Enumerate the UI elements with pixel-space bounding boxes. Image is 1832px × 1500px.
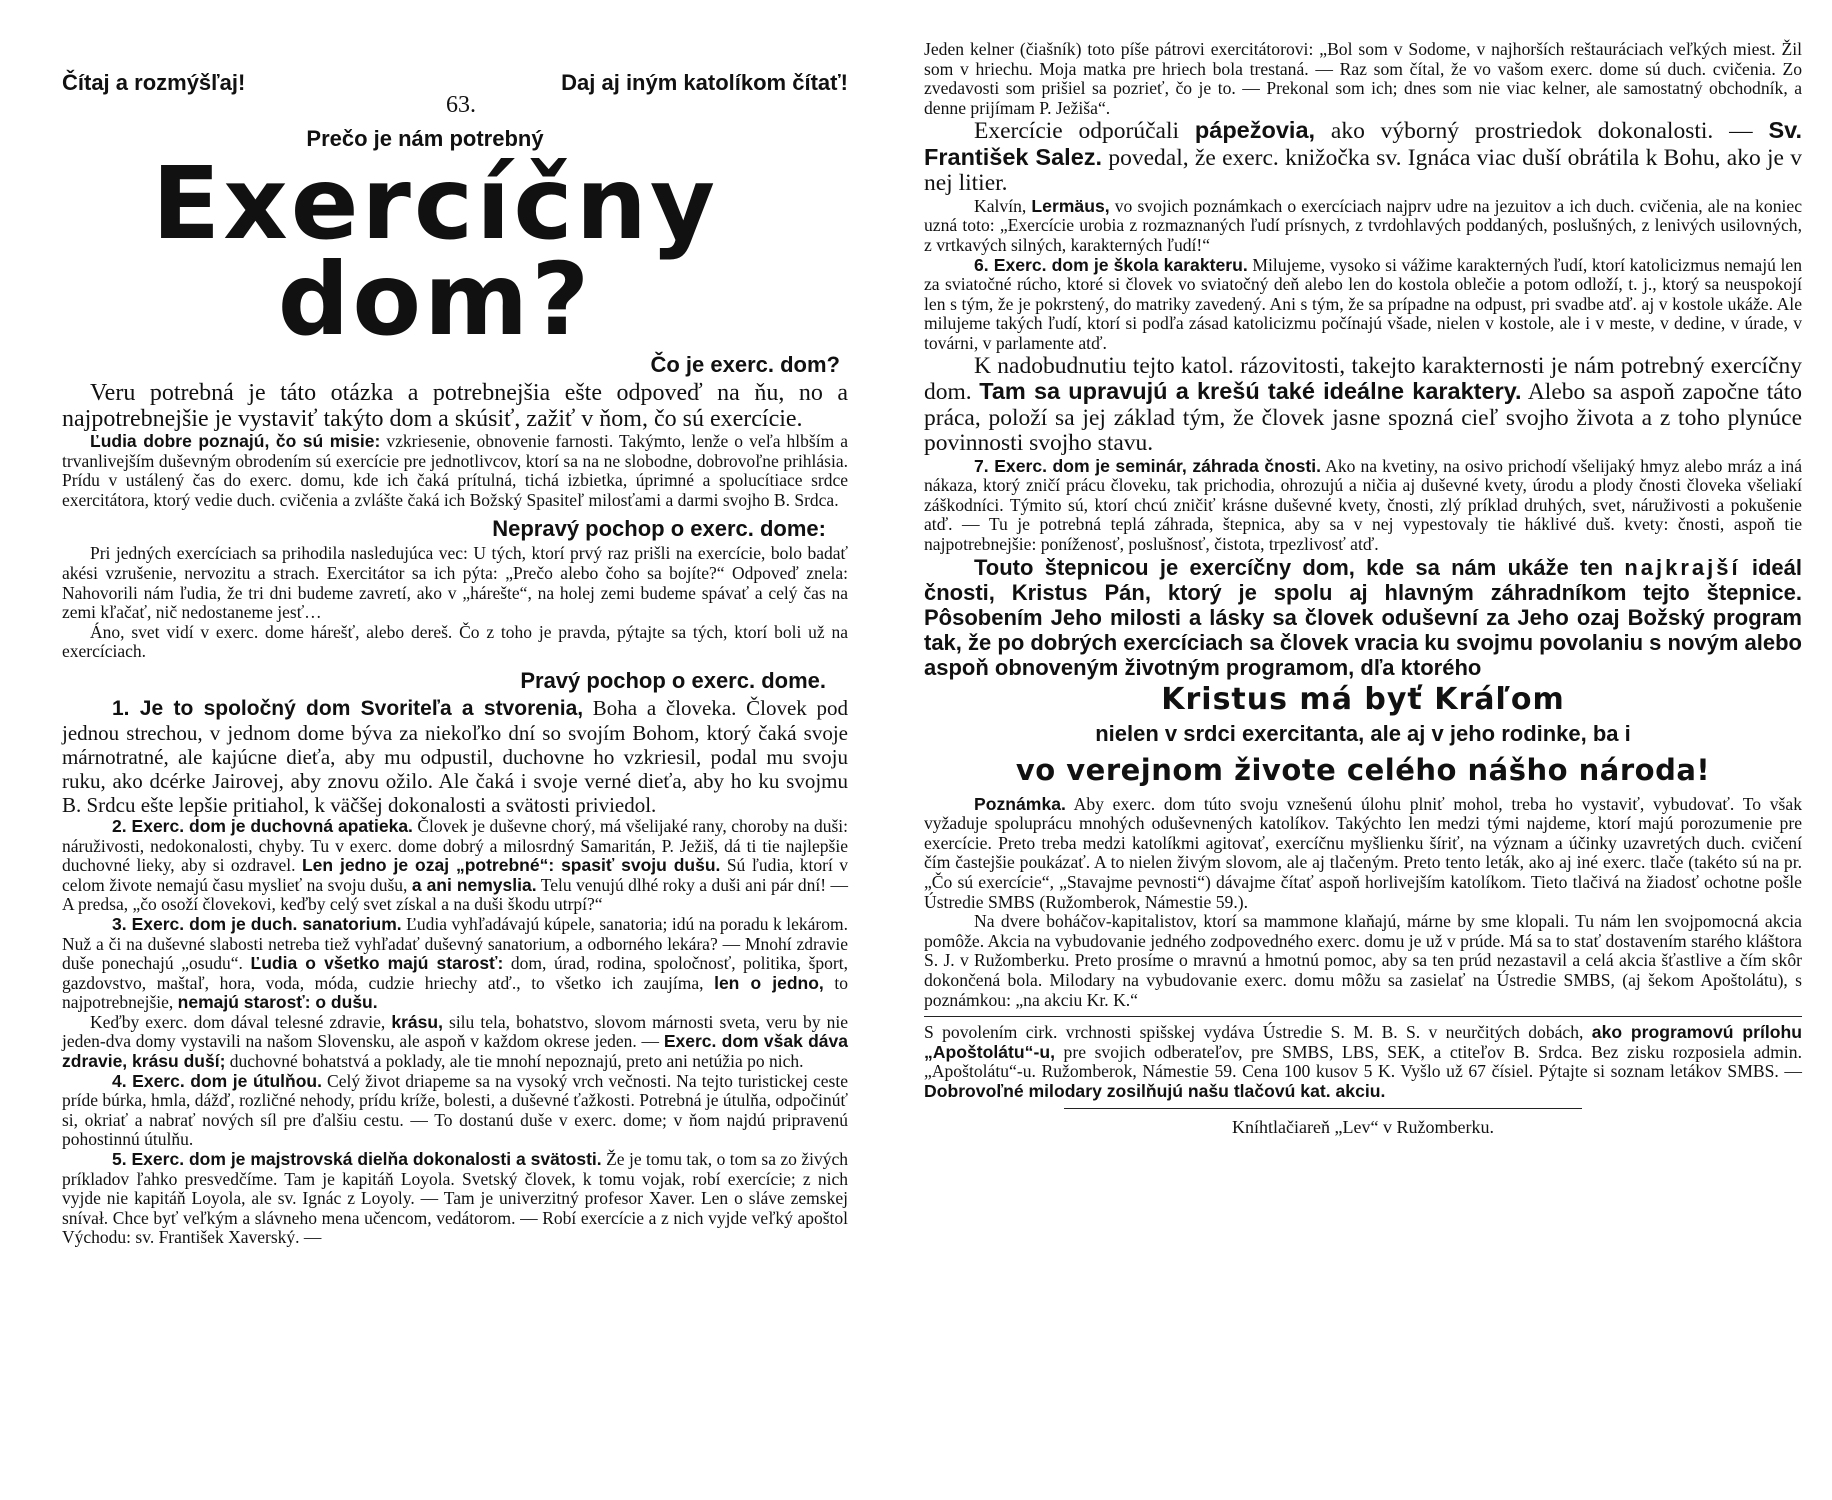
left-column (62, 62, 848, 1248)
nursery-paragraph: Touto štepnicou je exercíčny dom, kde sa nám ukáže ten najkrajší ideál čnosti, Kristus Pán, ktorý je spolu aj hlavným záhradníkom tejto štepnice. Pôsobením Jeho milosti a lásky sa človek oduševní za Jeho ozaj Božský program tak, že po dobrých exercíciach sa človek vracia ku svojmu povolaniu s novým alebo aspoň obnoveným životným programom, dľa ktorého (924, 554, 1803, 680)
misie-paragraph: Ľudia dobre poznajú, čo sú misie: vzkriesenie, obnovenie farnosti. Takýmto, lenže o veľa hlbším a trvanlivejším duševným obrodením sú exercície pre jednotlivcov, ktorí sa na ne slobodne, dobrovoľne prihlásia. Prídu v ustálený čas do exerc. domu, kde ich čaká prítulná, tichá izbietka, úprimné a spolucítiace srdce exercitátora, ktorý vedie duch. cvičenia a zvlášte čaká ich Božský Spasiteľ milosťami a darmi svojho B. Srdca. (62, 431, 848, 510)
heading-right-view: Pravý pochop o exerc. dome. (520, 667, 826, 693)
heading-wrong-view: Nepravý pochop o exerc. dome: (492, 516, 826, 542)
calvin-paragraph: Kalvín, Lermäus, vo svojich poznámkach o exercíciach najprv udre na jezuitov a ich duch. cvičenia, ale na koniec uzná toto: „Exercície urobia z rozmaznaných ľudí prísnych, z tvrdohlavých poddaných, poslušných, z lenivých usilovných, z vrtkavých silných, karakterných ľudí!“ (924, 195, 1802, 256)
note-paragraph: Poznámka. Aby exerc. dom túto svoju vznešenú úlohu plniť mohol, treba ho vystaviť, vybudovať. To však vyžaduje spoluprácu mnohých oduševnených katolíkov. Takýchto len medzi tými najdeme, ktorí majú porozumenie pre exercície. Preto treba medzi katolíkmi agitovať, exercíčnu myšlienku šíriť, na význam a účinky uzavretých duch. cvičení čím častejšie poukázať. A to nielen živým slovom, ale aj tlačeným. Preto tento leták, ako aj iné exerc. tlače (takéto sú na pr. „Čo sú exercície“, „Stavajme pevnosti“) dávajme čítať aspoň horlivejším katolíkom. Tieto tlačivá na žiadosť ochotne pošle Ústredie SMBS (Ružomberok, Námestie 59.). (924, 793, 1802, 912)
divider-short (1064, 1108, 1582, 1109)
public-life-headline: vo verejnom živote celého nášho národa! (1015, 752, 1711, 787)
right-page (916, 0, 1832, 1500)
point-2: 2. Exerc. dom je duchovná apatieka. Človek je duševne chorý, má všelijaké rany, choroby na duši: náruživosti, nedokonalosti, chyby. Tu v exerc. dome dobrý a milosrdný Samaritán, P. Ježiš, dá ti tie najlepšie duchovné lieky, aby si ozdravel. Len jedno je ozaj „potrebné“: spasiť svoju dušu. Sú ľudia, ktorí v celom živote nemajú času myslieť na svoju dušu, a ani nemyslia. Telu venujú dlhé roky a duši ani pár dní! — A predsa, „čo osoží človekovi, keďby celý svet získal a na duši škodu utrpí?“ (62, 815, 848, 915)
right-column (924, 40, 1802, 1138)
yes-paragraph: Áno, svet vidí v exerc. dome hárešť, alebo dereš. Čo z toho je pravda, pýtajte sa tých, ktorí boli už na exercíciach. (62, 621, 848, 662)
kristus-headline: Kristus má byť Kráľom (1161, 681, 1565, 717)
not-only-line: nielen v srdci exercitanta, ale aj v jeho rodinke, ba i (1095, 720, 1631, 746)
issue-number: 63. (446, 92, 476, 118)
point-4: 4. Exerc. dom je útulňou. Celý život driapeme sa na vysoký vrch večnosti. Na tejto turistickej ceste príde búrka, hmla, dážď, rozličné nehody, prídu kríže, bolesti, a duševné ťažkosti. Potrebná je útulňa, odpočinúť si, okriať a nabrať nových síl pre ďalšiu cestu. — To dostanú duše v exerc. dome; v ňom najdú pripravenú pohostinnú útulňu. (62, 1070, 848, 1150)
point-3-continued: Keďby exerc. dom dával telesné zdravie, krásu, silu tela, bohatstvo, slovom márnosti sveta, veru by nie jeden-dva domy vystavili na našom Slovensku, ale aspoň v každom okrese jeden. — Exerc. dom však dáva zdravie, krásu duší; duchovné bohatstvá a poklady, ale tie mnohí nepoznajú, preto ani netúžia po nich. (62, 1011, 849, 1072)
point-1: 1. Je to spoločný dom Svoriteľa a stvorenia, Boha a človeka. Človek pod jednou strechou, v jednom dome býva za niekoľko dní so svojím Bohom, ktorý čaká svoje márnotratné, ale kajúcne dieťa, aby mu odpustil, duchovne ho vzkriesil, podal mu svoju ruku, ako dcérke Jairovej, aby znovu ožilo. Ale čaká i svoje verné dieťa, aby ho ku svojmu B. Srdcu ešte lepšie pritiahol, k väčšej dokonalosti a svätosti priviedol. (62, 695, 848, 817)
point-5: 5. Exerc. dom je majstrovská dielňa dokonalosti a svätosti. Že je tomu tak, o tom sa zo živých príkladov ľahko presvedčíme. Tam je kapitáň Loyola. Svetský človek, k tomu vojak, robí exercície; z nich vyjde nie kapitáň Loyola, ale sv. Ignác z Loyoly. — Tam je univerzitný profesor Xaver. Len o sláve zemskej snívał. Chce byť veľkým a slávneho mena učencom, vedátorom. — Robí exercície a z nich vyjde veľký apoštol Východu: sv. František Xaverský. — (62, 1149, 849, 1248)
slogan-read-think: Čítaj a rozmýšľaj! (62, 70, 246, 95)
top-slogans (62, 62, 848, 98)
wrong-view-paragraph: Pri jedných exercíciach sa prihodila nasledujúca vec: U tých, ktorí prvý raz prišli na exercície, bolo badať akési vzrušenie, nervozitu a strach. Exercitátor sa ich pýta: „Prečo alebo čoho sa bojíte?“ Odpoveď znela: Nahovorili nám ľudia, že tri dni budeme zavretí, ako v „háreštе“, na holej zemi budeme spávať a celý čas na zemi kľačať, nič nedostaneme jesť… (62, 543, 848, 623)
donation-paragraph: Na dvere boháčov-kapitalistov, ktorí sa mammone klaňajú, márne by sme klopali. Tu nám len svojpomocná akcia pomôže. Akcia na vybudovanie jedného zodpovedného exerc. domu je už v prúde. Má sa to stať dostavením starého kláštora S. J. v Ružomberku. Preto prosíme o mravnú a hmotnú pomoc, aby sa ten prúd nezastavil a celá akcia šťastlive a čím skôr dokončená bola. Milodary na vybudovanie exerc. domu môžu sa zasielať na Ústredie SMBS, (aj šekom Apoštolátu), s poznámkou: „na akciu Kr. K.“ (924, 911, 1802, 1010)
character-paragraph: K nadobudnutiu tejto katol. rázovitosti, takejto karakternosti je nám potrebný exercíčny dom. Tam sa upravujú a krešú také ideálne karaktery. Alebo sa aspoň započne táto práca, položí sa jej základ tým, že človek jasne spozná cieľ svojho života a z toho plynúce povinnosti svojho stavu. (924, 352, 1803, 457)
popes-paragraph: Exercície odporúčali pápežovia, ako výborný prostriedok dokonalosti. — Sv. František Salez. povedal, že exerc. knižočka sv. Ignáca viac duší obrátila k Bohu, ako je v nej litier. (924, 117, 1803, 197)
point-6: 6. Exerc. dom je škola karakteru. Milujeme, vysoko si vážime karakterných ľudí, ktorí katolicizmus nemajú len za sviatočné rúcho, ktoré si človek vo sviatočný deň alebo len do kostola oblečie a potom odloží, t. j., ktorý sa neuspokojí len s tým, že je pokrstený, do matriky zavedený. Ani s tým, že sa prípadne na odpust, pri svadbe atď. aj v kostole ukáže. Ale milujeme takých ľudí, ktorí si podľa zásad katolicizmu počínajú všade, nielen v kostole, ale i v meste, v dedine, v úrade, v továrni, v parlamente atď. (924, 254, 1802, 354)
divider (924, 1016, 1802, 1017)
intro-paragraph: Veru potrebná je táto otázka a potrebnejšia ešte odpoveď na ňu, no a najpotrebnejšie je vystaviť takýto dom a skúsiť, zažiť v ňom, čo sú exercície. (62, 380, 848, 432)
heading-what-is: Čo je exerc. dom? (650, 352, 840, 377)
publisher-notice: S povolením cirk. vrchnosti spišskej vydáva Ústredie S. M. B. S. v neurčitých dobách, ako programovú prílohu „Apoštolátu“-u, pre svojich odberateľov, pre SMBS, LBS, SEK, a ctiteľov B. Srdca. Bez zisku rozposiela admin. „Apoštolátu“-u. Ružomberok, Námestie 59. Cena 100 kusov 5 K. Vyšlo už 67 čísiel. Pýtajte si soznam letákov SMBS. — Dobrovoľné milodary zosilňujú našu tlačovú kat. akciu. (924, 1022, 1802, 1101)
waiter-paragraph: Jeden kelner (čiašník) toto píše pátrovi exercitátorovi: „Bol som v Sodome, v najhorších reštauráciach veľkých miest. Žil som v hriechu. Moja matka pre hriech bola trestaná. — Raz som čítal, že vo vašom exerc. dome sú duch. cvičenia. Zo zvedavosti som prišiel sa pozrieť, čo je to. — Prekonal som ich; dnes som nie viac kelner, ale samostatný obchodník, a denne prijímam P. Ježiša“. (924, 39, 1802, 118)
slogan-share: Daj aj iným katolíkom čítať! (561, 70, 848, 95)
point-7: 7. Exerc. dom je seminár, záhrada čnosti. Ako na kvetiny, na osivo prichodí všelijaký hmyz alebo mráz a iná nákaza, ktorý zničí prácu človeku, tak prichodia, ohrozujú a ničia aj duševné kvety, úrodu a plody čnosti človeka všeliakí záškodníci. Týmito sú, ktorí chcú zničiť krásne duševné kvety, čnosti, zlý príklad druhých, svet, náruživosti a pokušenie atď. — Tu je potrebná teplá záhrada, štepnica, aby sa v nej vypestovaly tie háklivé duš. kvety: čnosti, aspoň tie najpotrebnejšie: poníženosť, poslušnosť, čistota, trpezlivosť atď. (924, 455, 1802, 554)
page-subtitle: Prečo je nám potrebný (306, 126, 544, 151)
point-3: 3. Exerc. dom je duch. sanatorium. Ľudia vyhľadávajú kúpele, sanatoria; idú na poradu k lekárom. Nuž a či na duševné slabosti netreba tiež vyhľadať duševný sanatorium, a odborného lekára? — Mnohí zdravie duše ponechajú „osudu“. Ľudia o všetko majú starosť: dom, úrad, rodina, spoločnosť, politika, šport, gazdovstvo, maštaľ, hora, voda, móda, cudzie hriechy atď., to všetko ich zaujíma, len o jedno, to najpotrebnejšie, nemajú starosť: o dušu. (62, 913, 849, 1013)
printer-credit: Kníhtlačiareň „Lev“ v Ružomberku. (1232, 1116, 1494, 1137)
page-title: Exercíčny dom? (151, 145, 719, 358)
